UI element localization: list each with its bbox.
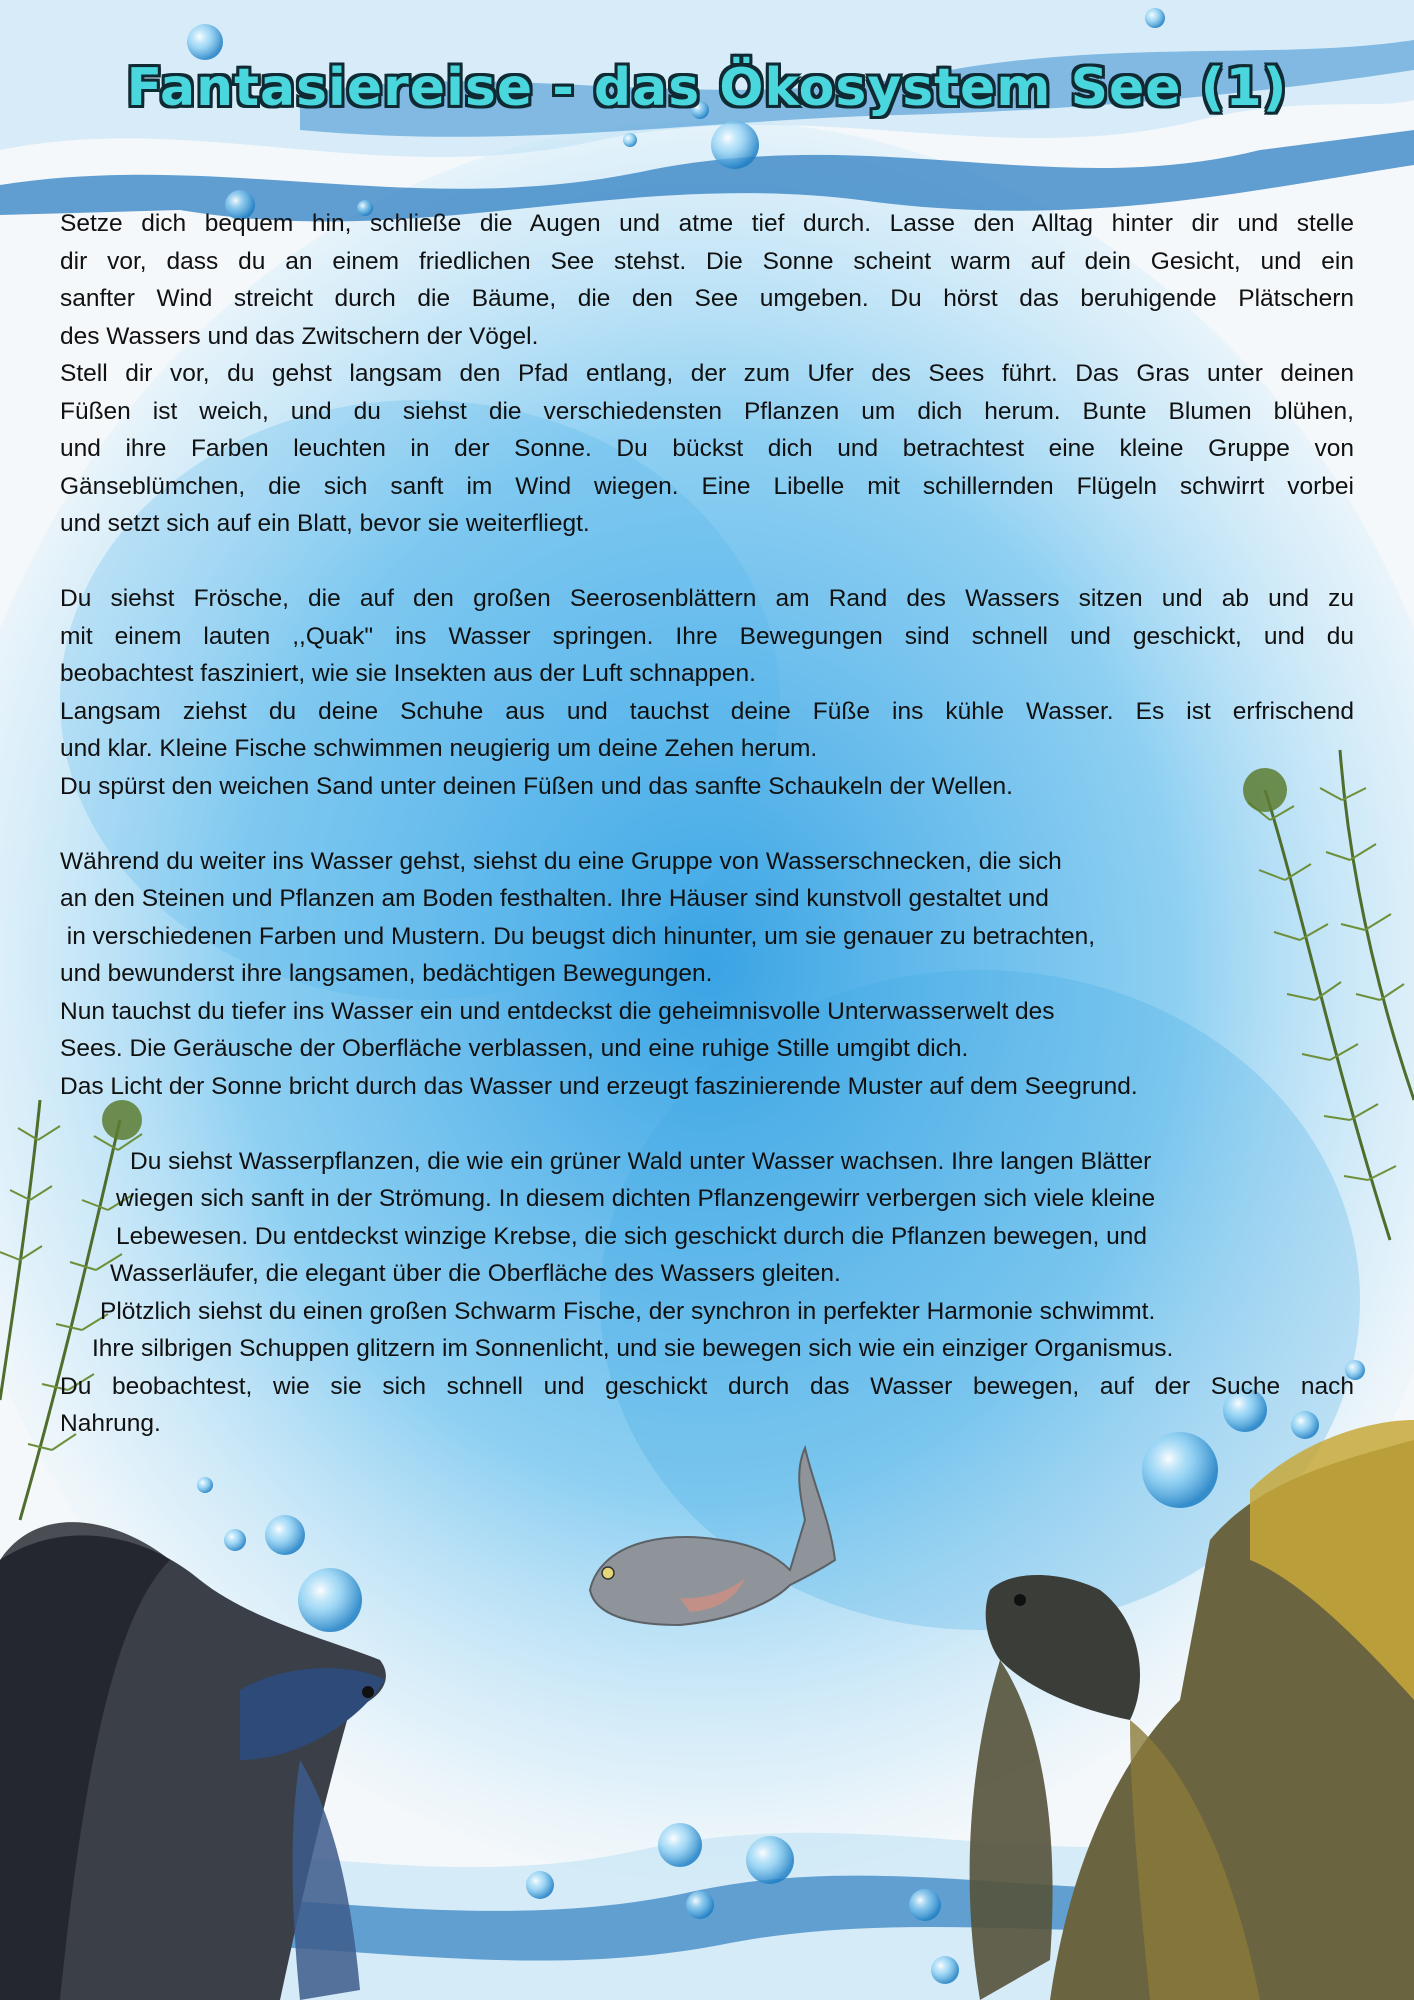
text-line: beobachtest fasziniert, wie sie Insekten aus der Luft schnappen. — [60, 660, 756, 687]
page-title: Fantasiereise - das Ökosystem See (1) — [126, 58, 1288, 118]
paragraph-gap — [60, 543, 1354, 581]
text-line: Lebewesen. Du entdeckst winzige Krebse, die sich geschickt durch die Pflanzen bewegen, und — [116, 1222, 1147, 1250]
text-line: Füßen ist weich, und du siehst die verschiedensten Pflanzen um dich herum. Bunte Blumen blühen, — [60, 397, 1354, 425]
text-line: und klar. Kleine Fische schwimmen neugierig um deine Zehen herum. — [60, 735, 818, 762]
text-line: Nahrung. — [60, 1410, 161, 1437]
text-line: Du beobachtest, wie sie sich schnell und geschickt durch das Wasser bewegen, auf der Suche nach — [60, 1372, 1354, 1400]
text-line: Sees. Die Geräusche der Oberfläche verblassen, und eine ruhige Stille umgibt dich. — [60, 1035, 969, 1062]
text-line: Das Licht der Sonne bricht durch das Wasser und erzeugt faszinierende Muster auf dem Seegrund. — [60, 1072, 1138, 1100]
text-line: Nun tauchst du tiefer ins Wasser ein und entdeckst die geheimnisvolle Unterwasserwelt des — [60, 997, 1055, 1025]
text-line: mit einem lauten ,,Quak" ins Wasser springen. Ihre Bewegungen sind schnell und geschickt, und du — [60, 622, 1354, 650]
story-text — [60, 205, 1354, 1443]
text-line: an den Steinen und Pflanzen am Boden festhalten. Ihre Häuser sind kunstvoll gestaltet und — [60, 885, 1049, 912]
text-line: Wasserläufer, die elegant über die Oberfläche des Wassers gleiten. — [110, 1260, 841, 1287]
text-line: Langsam ziehst du deine Schuhe aus und tauchst deine Füße ins kühle Wasser. Es ist erfrischend — [60, 697, 1354, 725]
text-line: und bewunderst ihre langsamen, bedächtigen Bewegungen. — [60, 960, 713, 987]
text-line: wiegen sich sanft in der Strömung. In diesem dichten Pflanzengewirr verbergen sich viele kleine — [116, 1185, 1156, 1212]
text-line: in verschiedenen Farben und Mustern. Du beugst dich hinunter, um sie genauer zu betrachten, — [60, 922, 1096, 950]
text-line: des Wassers und das Zwitschern der Vögel. — [60, 322, 539, 350]
text-line: dir vor, dass du an einem friedlichen See stehst. Die Sonne scheint warm auf dein Gesicht, und ein — [60, 247, 1354, 275]
text-line: Ihre silbrigen Schuppen glitzern im Sonnenlicht, und sie bewegen sich wie ein einziger Organismus. — [92, 1335, 1174, 1362]
paragraph-gap — [60, 805, 1354, 843]
text-line: und ihre Farben leuchten in der Sonne. Du bückst dich und betrachtest eine kleine Gruppe von — [60, 435, 1354, 462]
text-line: Du siehst Wasserpflanzen, die wie ein grüner Wald unter Wasser wachsen. Ihre langen Blätter — [130, 1147, 1152, 1175]
text-line: Plötzlich siehst du einen großen Schwarm Fische, der synchron in perfekter Harmonie schwimmt. — [100, 1297, 1156, 1325]
text-line: und setzt sich auf ein Blatt, bevor sie weiterfliegt. — [60, 510, 590, 537]
text-line: Während du weiter ins Wasser gehst, siehst du eine Gruppe von Wasserschnecken, die sich — [60, 847, 1062, 875]
text-line: Setze dich bequem hin, schließe die Augen und atme tief durch. Lasse den Alltag hinter dir und stelle — [60, 210, 1354, 237]
paragraph-gap — [60, 1105, 1354, 1143]
text-line: sanfter Wind streicht durch die Bäume, die den See umgeben. Du hörst das beruhigende Plätschern — [60, 285, 1354, 312]
text-line: Du siehst Frösche, die auf den großen Seerosenblättern am Rand des Wassers sitzen und ab und zu — [60, 585, 1354, 612]
text-line: Gänseblümchen, die sich sanft im Wind wiegen. Eine Libelle mit schillernden Flügeln schwirrt vorbei — [60, 472, 1354, 500]
text-line: Du spürst den weichen Sand unter deinen Füßen und das sanfte Schaukeln der Wellen. — [60, 772, 1013, 800]
text-line: Stell dir vor, du gehst langsam den Pfad entlang, der zum Ufer des Sees führt. Das Gras unter deinen — [60, 360, 1354, 387]
